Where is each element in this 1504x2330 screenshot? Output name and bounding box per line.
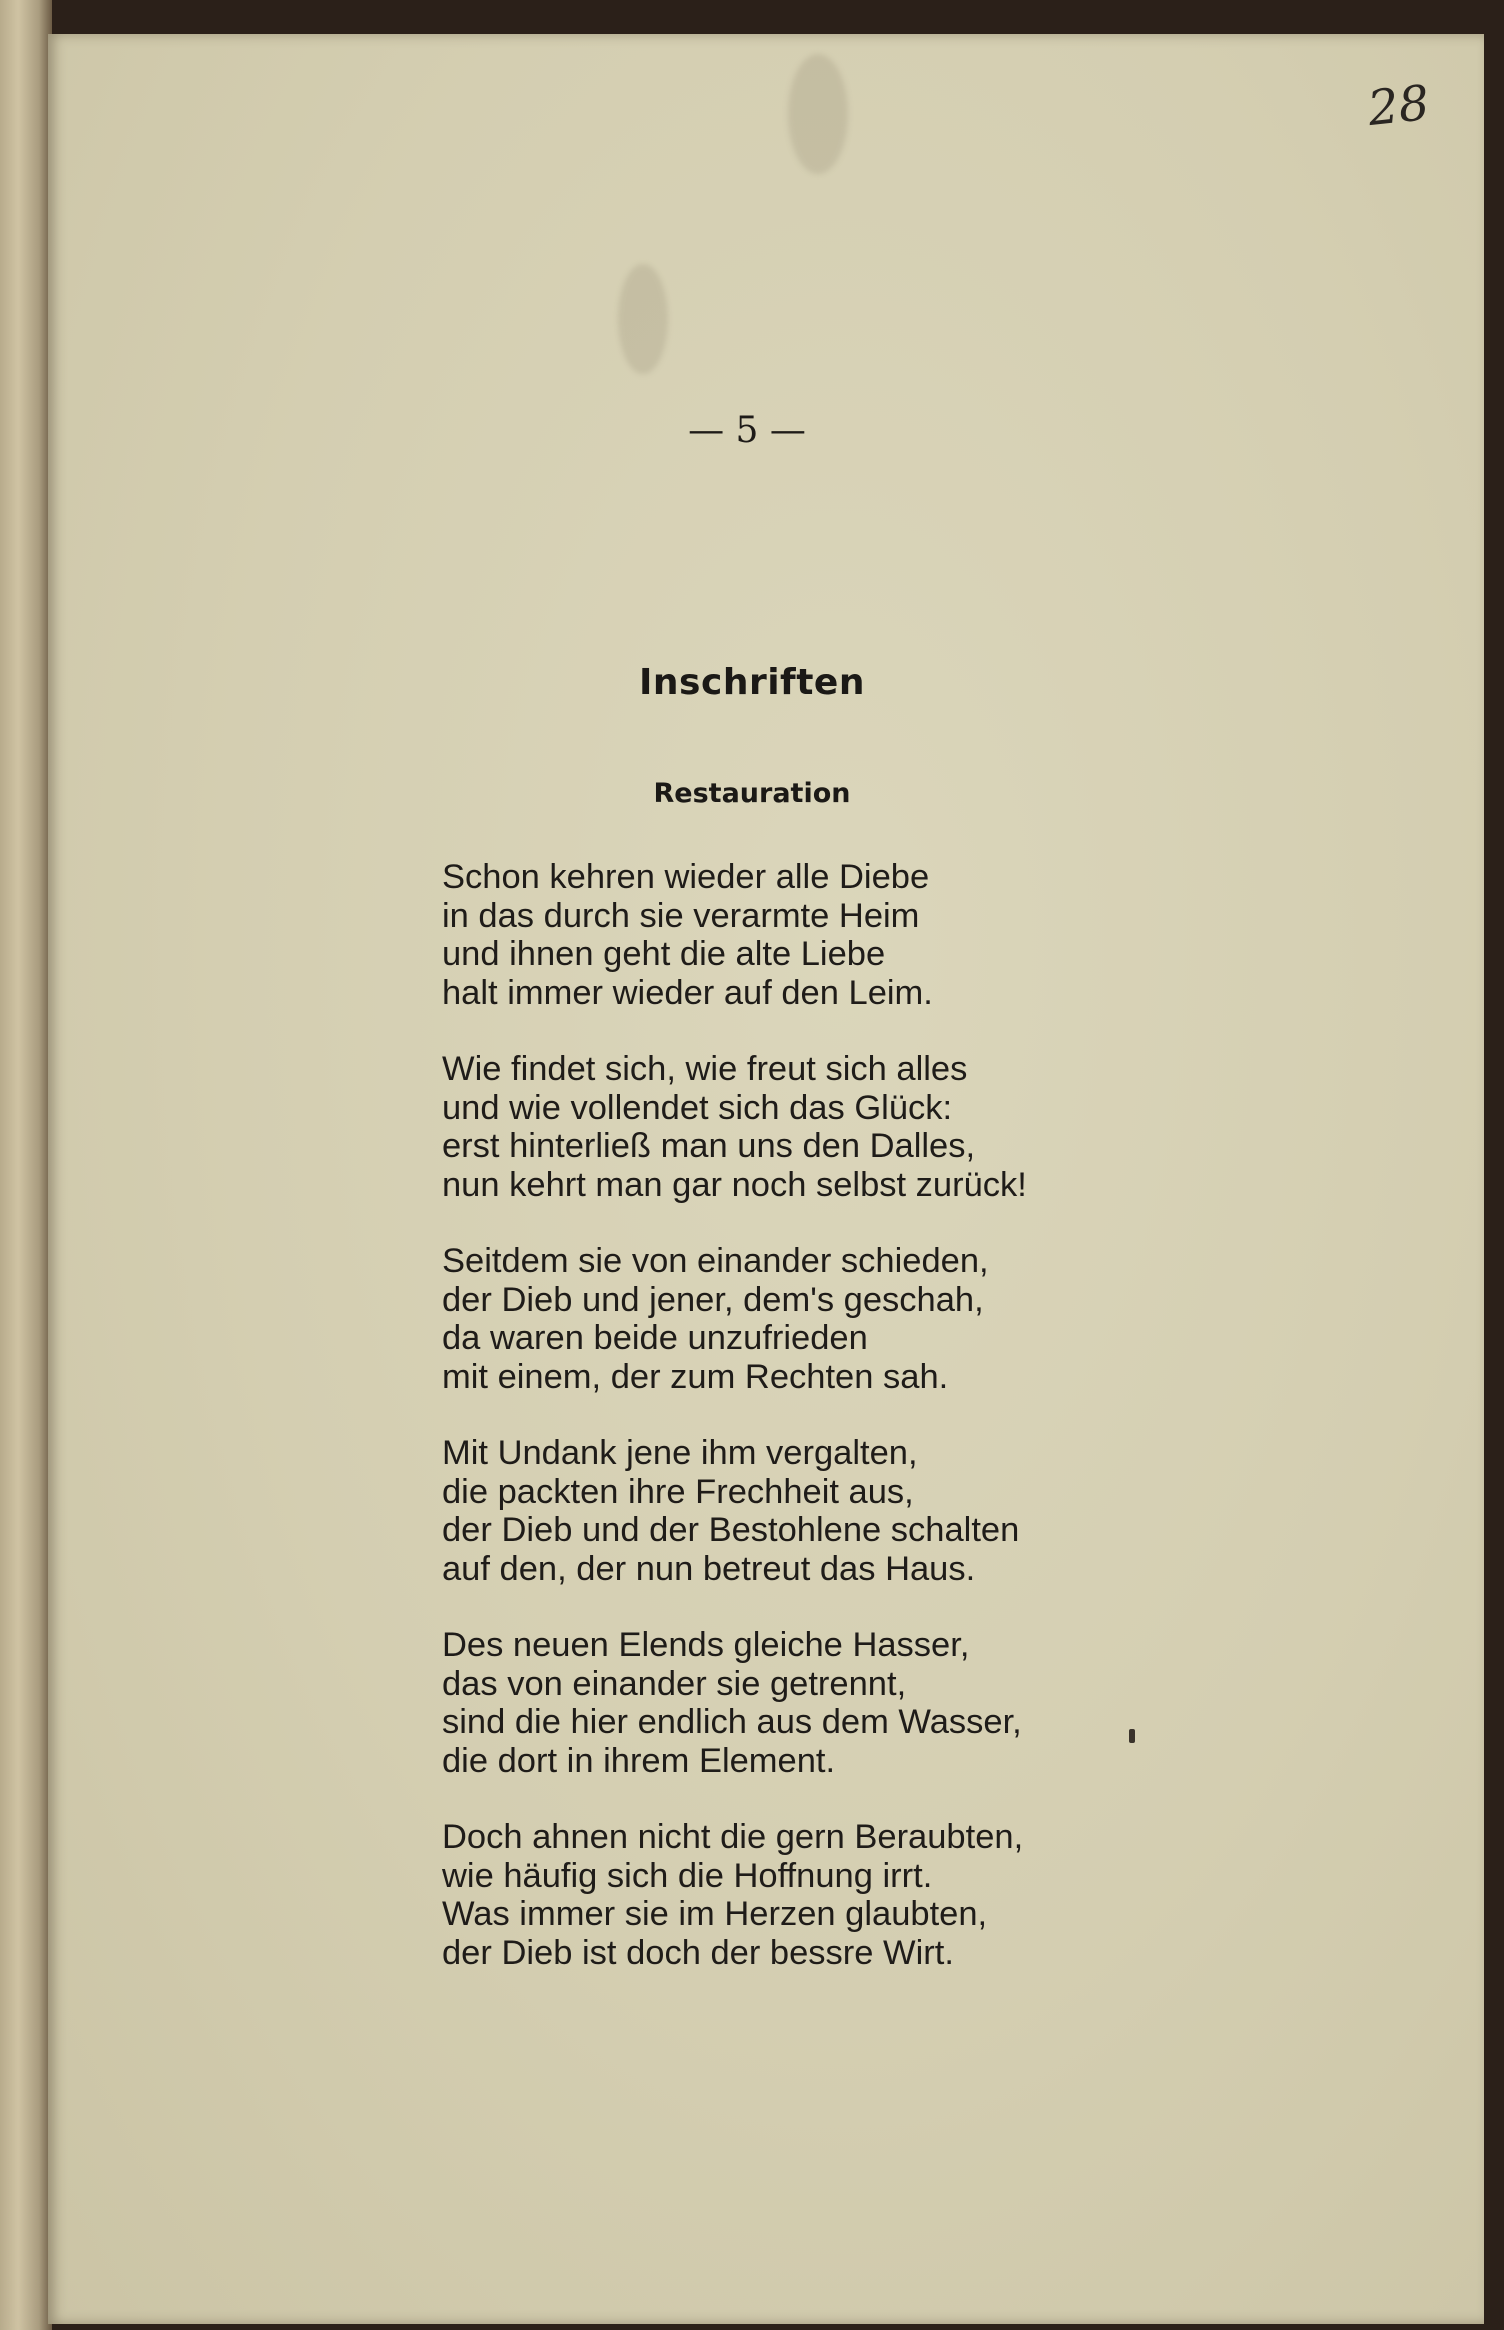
poem-line: Schon kehren wieder alle Diebe <box>442 858 930 896</box>
poem-line: das von einander sie getrennt, <box>442 1664 907 1703</box>
stanza <box>442 1050 1142 1204</box>
poem-line: halt immer wieder auf den Leim. <box>442 973 933 1012</box>
poem-line: Mit Undank jene ihm vergalten, <box>442 1434 918 1472</box>
handwritten-folio-number: 28 <box>1365 74 1432 138</box>
poem-line: die dort in ihrem Element. <box>442 1741 836 1780</box>
stanza <box>442 1818 1142 1972</box>
paper-stain <box>618 264 668 374</box>
poem-line: Was immer sie im Herzen glaubten, <box>442 1895 988 1933</box>
poem-line: mit einem, der zum Rechten sah. <box>442 1357 949 1396</box>
poem-line: Seitdem sie von einander schieden, <box>442 1242 989 1280</box>
ink-mark <box>1129 1729 1135 1743</box>
poem-line: Wie findet sich, wie freut sich alles <box>442 1050 968 1088</box>
stanza <box>442 1434 1142 1588</box>
poem-line: wie häufig sich die Hoffnung irrt. <box>442 1856 933 1895</box>
stanza <box>442 1626 1142 1780</box>
page-title: Inschriften <box>639 662 865 703</box>
paper-stain <box>788 54 848 174</box>
poem-body <box>442 858 1142 2010</box>
poem-line: in das durch sie verarmte Heim <box>442 896 920 935</box>
poem-line: da waren beide unzufrieden <box>442 1319 868 1357</box>
stanza <box>442 858 1142 1012</box>
poem-line: der Dieb und der Bestohlene schalten <box>442 1511 1020 1549</box>
poem-line: sind die hier endlich aus dem Wasser, <box>442 1703 1022 1741</box>
poem-line: und ihnen geht die alte Liebe <box>442 935 886 973</box>
poem-line: der Dieb ist doch der bessre Wirt. <box>442 1933 954 1972</box>
poem-line: nun kehrt man gar noch selbst zurück! <box>442 1165 1027 1204</box>
poem-title: Restauration <box>653 778 851 809</box>
poem-line: der Dieb und jener, dem's geschah, <box>442 1280 984 1319</box>
poem-line: Des neuen Elends gleiche Hasser, <box>442 1626 970 1664</box>
poem-line: die packten ihre Frechheit aus, <box>442 1472 914 1511</box>
page-number: — 5 — <box>688 410 806 451</box>
poem-line: erst hinterließ man uns den Dalles, <box>442 1127 976 1165</box>
poem-line: und wie vollendet sich das Glück: <box>442 1088 953 1127</box>
book-spine <box>0 0 52 2330</box>
stanza <box>442 1242 1142 1396</box>
poem-line: Doch ahnen nicht die gern Beraubten, <box>442 1818 1024 1856</box>
poem-line: auf den, der nun betreut das Haus. <box>442 1549 976 1588</box>
